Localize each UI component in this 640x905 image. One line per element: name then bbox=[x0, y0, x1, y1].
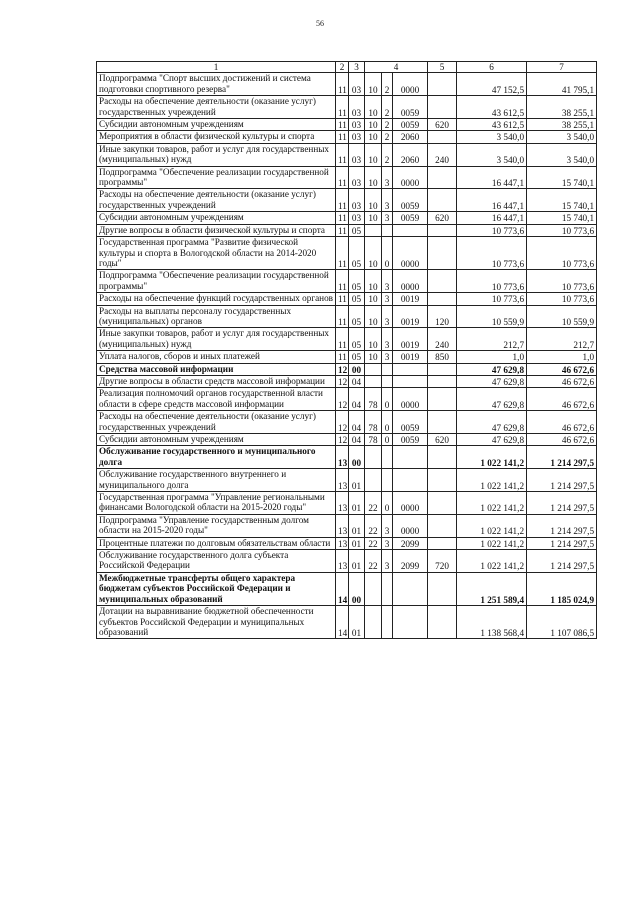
expense-type-cell: 620 bbox=[428, 434, 457, 446]
section-code-cell: 13 bbox=[336, 514, 349, 537]
amount-col6-cell: 1 022 141,2 bbox=[457, 469, 527, 492]
direction-code-cell: 0059 bbox=[393, 189, 428, 212]
subsection-code-cell: 04 bbox=[349, 375, 365, 387]
program-code-cell: 10 bbox=[365, 143, 382, 166]
amount-col7-cell: 46 672,6 bbox=[527, 388, 597, 411]
direction-code-cell: 0019 bbox=[393, 305, 428, 328]
amount-col7-cell: 1 214 297,5 bbox=[527, 492, 597, 515]
row-name-cell: Подпрограмма "Управление государственным долгом области на 2015-2020 годы" bbox=[97, 514, 336, 537]
section-code-cell: 13 bbox=[336, 446, 349, 469]
expense-type-cell bbox=[428, 96, 457, 119]
subsection-code-cell: 03 bbox=[349, 96, 365, 119]
amount-col7-cell: 10 773,6 bbox=[527, 237, 597, 270]
section-code-cell: 12 bbox=[336, 434, 349, 446]
subprogram-code-cell bbox=[382, 363, 393, 375]
program-code-cell bbox=[365, 363, 382, 375]
subprogram-code-cell: 2 bbox=[382, 131, 393, 143]
amount-col6-cell: 10 773,6 bbox=[457, 224, 527, 236]
program-code-cell: 22 bbox=[365, 514, 382, 537]
table-row bbox=[97, 388, 597, 411]
subprogram-code-cell bbox=[382, 375, 393, 387]
table-row bbox=[97, 328, 597, 351]
program-code-cell: 10 bbox=[365, 237, 382, 270]
amount-col7-cell: 41 795,1 bbox=[527, 73, 597, 96]
amount-col7-cell: 3 540,0 bbox=[527, 131, 597, 143]
amount-col6-cell: 43 612,5 bbox=[457, 119, 527, 131]
subsection-code-cell: 01 bbox=[349, 606, 365, 639]
section-code-cell: 14 bbox=[336, 606, 349, 639]
row-name-cell: Другие вопросы в области физической культуры и спорта bbox=[97, 224, 336, 236]
table-row bbox=[97, 189, 597, 212]
subprogram-code-cell: 0 bbox=[382, 434, 393, 446]
table-row bbox=[97, 96, 597, 119]
amount-col6-cell: 47 629,8 bbox=[457, 363, 527, 375]
row-name-cell: Субсидии автономным учреждениям bbox=[97, 212, 336, 224]
header-cell-1: 1 bbox=[97, 62, 336, 73]
amount-col6-cell: 10 773,6 bbox=[457, 270, 527, 293]
subprogram-code-cell: 3 bbox=[382, 305, 393, 328]
row-name-cell: Расходы на выплаты персоналу государственных (муниципальных) органов bbox=[97, 305, 336, 328]
program-code-cell: 10 bbox=[365, 73, 382, 96]
row-name-cell: Реализация полномочий органов государственной власти области в сфере средств массовой информации bbox=[97, 388, 336, 411]
subsection-code-cell: 03 bbox=[349, 212, 365, 224]
amount-col7-cell: 1 214 297,5 bbox=[527, 537, 597, 549]
amount-col6-cell: 10 773,6 bbox=[457, 293, 527, 305]
expense-type-cell: 620 bbox=[428, 119, 457, 131]
direction-code-cell: 0000 bbox=[393, 492, 428, 515]
direction-code-cell: 2060 bbox=[393, 131, 428, 143]
subsection-code-cell: 01 bbox=[349, 492, 365, 515]
subprogram-code-cell: 3 bbox=[382, 550, 393, 573]
section-code-cell: 12 bbox=[336, 411, 349, 434]
subsection-code-cell: 00 bbox=[349, 572, 365, 605]
expense-type-cell bbox=[428, 293, 457, 305]
expense-type-cell bbox=[428, 270, 457, 293]
program-code-cell: 10 bbox=[365, 351, 382, 363]
subsection-code-cell: 03 bbox=[349, 131, 365, 143]
subprogram-code-cell bbox=[382, 606, 393, 639]
section-code-cell: 11 bbox=[336, 212, 349, 224]
section-code-cell: 13 bbox=[336, 469, 349, 492]
direction-code-cell: 0000 bbox=[393, 514, 428, 537]
table-row bbox=[97, 411, 597, 434]
expense-type-cell bbox=[428, 388, 457, 411]
subsection-code-cell: 04 bbox=[349, 411, 365, 434]
subprogram-code-cell: 2 bbox=[382, 73, 393, 96]
amount-col7-cell: 1 214 297,5 bbox=[527, 446, 597, 469]
subsection-code-cell: 05 bbox=[349, 305, 365, 328]
subprogram-code-cell bbox=[382, 446, 393, 469]
header-cell-7: 7 bbox=[527, 62, 597, 73]
section-code-cell: 12 bbox=[336, 375, 349, 387]
table-row bbox=[97, 119, 597, 131]
subsection-code-cell: 03 bbox=[349, 189, 365, 212]
section-code-cell: 11 bbox=[336, 131, 349, 143]
direction-code-cell: 0059 bbox=[393, 411, 428, 434]
row-name-cell: Государственная программа "Развитие физической культуры и спорта в Вологодской области на 2014-2020 годы" bbox=[97, 237, 336, 270]
subprogram-code-cell: 0 bbox=[382, 237, 393, 270]
table-row bbox=[97, 131, 597, 143]
row-name-cell: Подпрограмма "Обеспечение реализации государственной программы" bbox=[97, 166, 336, 189]
subprogram-code-cell bbox=[382, 469, 393, 492]
expense-type-cell bbox=[428, 189, 457, 212]
section-code-cell: 11 bbox=[336, 270, 349, 293]
subsection-code-cell: 00 bbox=[349, 446, 365, 469]
table-row bbox=[97, 270, 597, 293]
amount-col7-cell: 38 255,1 bbox=[527, 119, 597, 131]
expense-type-cell bbox=[428, 492, 457, 515]
section-code-cell: 11 bbox=[336, 305, 349, 328]
subsection-code-cell: 01 bbox=[349, 550, 365, 573]
amount-col7-cell: 1 214 297,5 bbox=[527, 514, 597, 537]
subprogram-code-cell: 2 bbox=[382, 96, 393, 119]
direction-code-cell: 0059 bbox=[393, 96, 428, 119]
amount-col6-cell: 3 540,0 bbox=[457, 131, 527, 143]
program-code-cell bbox=[365, 375, 382, 387]
subprogram-code-cell: 3 bbox=[382, 270, 393, 293]
table-row bbox=[97, 434, 597, 446]
amount-col6-cell: 1 022 141,2 bbox=[457, 446, 527, 469]
amount-col6-cell: 43 612,5 bbox=[457, 96, 527, 119]
expense-type-cell bbox=[428, 411, 457, 434]
section-code-cell: 11 bbox=[336, 328, 349, 351]
subprogram-code-cell: 3 bbox=[382, 293, 393, 305]
row-name-cell: Уплата налогов, сборов и иных платежей bbox=[97, 351, 336, 363]
subprogram-code-cell: 2 bbox=[382, 143, 393, 166]
subsection-code-cell: 05 bbox=[349, 224, 365, 236]
amount-col7-cell: 46 672,6 bbox=[527, 375, 597, 387]
subprogram-code-cell: 3 bbox=[382, 514, 393, 537]
row-name-cell: Субсидии автономным учреждениям bbox=[97, 434, 336, 446]
amount-col6-cell: 47 629,8 bbox=[457, 411, 527, 434]
row-name-cell: Процентные платежи по долговым обязательствам области bbox=[97, 537, 336, 549]
section-code-cell: 11 bbox=[336, 119, 349, 131]
program-code-cell: 78 bbox=[365, 411, 382, 434]
section-code-cell: 11 bbox=[336, 237, 349, 270]
amount-col7-cell: 15 740,1 bbox=[527, 212, 597, 224]
subsection-code-cell: 05 bbox=[349, 293, 365, 305]
program-code-cell: 22 bbox=[365, 537, 382, 549]
expense-type-cell bbox=[428, 166, 457, 189]
amount-col6-cell: 10 559,9 bbox=[457, 305, 527, 328]
table-row bbox=[97, 375, 597, 387]
subprogram-code-cell: 3 bbox=[382, 537, 393, 549]
amount-col6-cell: 47 629,8 bbox=[457, 388, 527, 411]
subprogram-code-cell: 0 bbox=[382, 411, 393, 434]
section-code-cell: 11 bbox=[336, 189, 349, 212]
subsection-code-cell: 03 bbox=[349, 166, 365, 189]
amount-col6-cell: 1 022 141,2 bbox=[457, 550, 527, 573]
direction-code-cell: 0019 bbox=[393, 293, 428, 305]
program-code-cell: 78 bbox=[365, 388, 382, 411]
amount-col7-cell: 15 740,1 bbox=[527, 189, 597, 212]
row-name-cell: Обслуживание государственного и муниципального долга bbox=[97, 446, 336, 469]
table-row bbox=[97, 143, 597, 166]
direction-code-cell: 0019 bbox=[393, 351, 428, 363]
expense-type-cell: 720 bbox=[428, 550, 457, 573]
direction-code-cell: 2060 bbox=[393, 143, 428, 166]
subprogram-code-cell: 0 bbox=[382, 492, 393, 515]
direction-code-cell: 0000 bbox=[393, 166, 428, 189]
table-row bbox=[97, 166, 597, 189]
table-row bbox=[97, 237, 597, 270]
direction-code-cell: 2099 bbox=[393, 550, 428, 573]
amount-col7-cell: 10 773,6 bbox=[527, 224, 597, 236]
header-row bbox=[97, 62, 597, 73]
expense-type-cell bbox=[428, 375, 457, 387]
table-row bbox=[97, 305, 597, 328]
section-code-cell: 11 bbox=[336, 351, 349, 363]
program-code-cell: 10 bbox=[365, 131, 382, 143]
subsection-code-cell: 03 bbox=[349, 119, 365, 131]
header-cell-2: 2 bbox=[336, 62, 349, 73]
amount-col6-cell: 212,7 bbox=[457, 328, 527, 351]
header-cell-4: 4 bbox=[365, 62, 428, 73]
amount-col7-cell: 1 185 024,9 bbox=[527, 572, 597, 605]
expense-type-cell: 240 bbox=[428, 143, 457, 166]
subsection-code-cell: 01 bbox=[349, 469, 365, 492]
program-code-cell bbox=[365, 446, 382, 469]
row-name-cell: Средства массовой информации bbox=[97, 363, 336, 375]
expense-type-cell bbox=[428, 446, 457, 469]
expense-type-cell bbox=[428, 363, 457, 375]
amount-col7-cell: 1 214 297,5 bbox=[527, 550, 597, 573]
amount-col7-cell: 46 672,6 bbox=[527, 411, 597, 434]
row-name-cell: Подпрограмма "Спорт высших достижений и система подготовки спортивного резерва" bbox=[97, 73, 336, 96]
row-name-cell: Другие вопросы в области средств массовой информации bbox=[97, 375, 336, 387]
amount-col6-cell: 1 022 141,2 bbox=[457, 537, 527, 549]
amount-col7-cell: 10 559,9 bbox=[527, 305, 597, 328]
direction-code-cell: 0000 bbox=[393, 237, 428, 270]
direction-code-cell bbox=[393, 446, 428, 469]
table-row bbox=[97, 492, 597, 515]
section-code-cell: 13 bbox=[336, 550, 349, 573]
subsection-code-cell: 05 bbox=[349, 270, 365, 293]
program-code-cell: 10 bbox=[365, 293, 382, 305]
table-row bbox=[97, 212, 597, 224]
subsection-code-cell: 00 bbox=[349, 363, 365, 375]
direction-code-cell bbox=[393, 375, 428, 387]
expense-type-cell: 240 bbox=[428, 328, 457, 351]
section-code-cell: 11 bbox=[336, 143, 349, 166]
row-name-cell: Иные закупки товаров, работ и услуг для государственных (муниципальных) нужд bbox=[97, 143, 336, 166]
subprogram-code-cell: 3 bbox=[382, 351, 393, 363]
subprogram-code-cell: 0 bbox=[382, 388, 393, 411]
program-code-cell: 10 bbox=[365, 270, 382, 293]
subsection-code-cell: 05 bbox=[349, 351, 365, 363]
subsection-code-cell: 04 bbox=[349, 434, 365, 446]
row-name-cell: Государственная программа "Управление региональными финансами Вологодской области на 2015-2020 годы" bbox=[97, 492, 336, 515]
amount-col6-cell: 1 138 568,4 bbox=[457, 606, 527, 639]
table-row bbox=[97, 293, 597, 305]
program-code-cell bbox=[365, 469, 382, 492]
amount-col6-cell: 3 540,0 bbox=[457, 143, 527, 166]
subprogram-code-cell: 3 bbox=[382, 212, 393, 224]
amount-col7-cell: 1,0 bbox=[527, 351, 597, 363]
expense-type-cell: 620 bbox=[428, 212, 457, 224]
direction-code-cell: 0000 bbox=[393, 73, 428, 96]
amount-col6-cell: 16 447,1 bbox=[457, 212, 527, 224]
table-row bbox=[97, 606, 597, 639]
amount-col6-cell: 16 447,1 bbox=[457, 166, 527, 189]
expense-type-cell bbox=[428, 572, 457, 605]
amount-col6-cell: 1 022 141,2 bbox=[457, 492, 527, 515]
row-name-cell: Расходы на обеспечение деятельности (оказание услуг) государственных учреждений bbox=[97, 96, 336, 119]
table-row bbox=[97, 550, 597, 573]
row-name-cell: Субсидии автономным учреждениям bbox=[97, 119, 336, 131]
subsection-code-cell: 05 bbox=[349, 328, 365, 351]
amount-col6-cell: 47 629,8 bbox=[457, 375, 527, 387]
budget-table bbox=[96, 61, 597, 639]
header-cell-5: 5 bbox=[428, 62, 457, 73]
direction-code-cell bbox=[393, 224, 428, 236]
program-code-cell: 10 bbox=[365, 189, 382, 212]
program-code-cell bbox=[365, 224, 382, 236]
section-code-cell: 11 bbox=[336, 73, 349, 96]
row-name-cell: Подпрограмма "Обеспечение реализации государственной программы" bbox=[97, 270, 336, 293]
expense-type-cell: 850 bbox=[428, 351, 457, 363]
direction-code-cell: 0000 bbox=[393, 388, 428, 411]
amount-col7-cell: 1 107 086,5 bbox=[527, 606, 597, 639]
direction-code-cell: 0019 bbox=[393, 328, 428, 351]
direction-code-cell bbox=[393, 469, 428, 492]
program-code-cell bbox=[365, 606, 382, 639]
section-code-cell: 13 bbox=[336, 537, 349, 549]
row-name-cell: Расходы на обеспечение деятельности (оказание услуг) государственных учреждений bbox=[97, 189, 336, 212]
table-row bbox=[97, 224, 597, 236]
amount-col7-cell: 3 540,0 bbox=[527, 143, 597, 166]
program-code-cell: 10 bbox=[365, 119, 382, 131]
page-number: 56 bbox=[316, 19, 324, 28]
table-body bbox=[97, 73, 597, 639]
table-row bbox=[97, 73, 597, 96]
row-name-cell: Мероприятия в области физической культуры и спорта bbox=[97, 131, 336, 143]
program-code-cell: 10 bbox=[365, 166, 382, 189]
row-name-cell: Иные закупки товаров, работ и услуг для государственных (муниципальных) нужд bbox=[97, 328, 336, 351]
section-code-cell: 12 bbox=[336, 388, 349, 411]
direction-code-cell: 2099 bbox=[393, 537, 428, 549]
table-row bbox=[97, 514, 597, 537]
subprogram-code-cell bbox=[382, 572, 393, 605]
subprogram-code-cell: 3 bbox=[382, 328, 393, 351]
table-row bbox=[97, 351, 597, 363]
row-name-cell: Обслуживание государственного внутреннего и муниципального долга bbox=[97, 469, 336, 492]
direction-code-cell bbox=[393, 606, 428, 639]
program-code-cell: 78 bbox=[365, 434, 382, 446]
section-code-cell: 14 bbox=[336, 572, 349, 605]
subsection-code-cell: 03 bbox=[349, 73, 365, 96]
header-cell-6: 6 bbox=[457, 62, 527, 73]
expense-type-cell bbox=[428, 537, 457, 549]
amount-col7-cell: 1 214 297,5 bbox=[527, 469, 597, 492]
amount-col7-cell: 46 672,6 bbox=[527, 434, 597, 446]
direction-code-cell bbox=[393, 572, 428, 605]
amount-col6-cell: 47 152,5 bbox=[457, 73, 527, 96]
table-row bbox=[97, 363, 597, 375]
expense-type-cell bbox=[428, 469, 457, 492]
section-code-cell: 13 bbox=[336, 492, 349, 515]
row-name-cell: Межбюджетные трансферты общего характера бюджетам субъектов Российской Федерации и муниципальных образований bbox=[97, 572, 336, 605]
expense-type-cell: 120 bbox=[428, 305, 457, 328]
amount-col6-cell: 1,0 bbox=[457, 351, 527, 363]
subprogram-code-cell: 3 bbox=[382, 189, 393, 212]
expense-type-cell bbox=[428, 131, 457, 143]
amount-col7-cell: 15 740,1 bbox=[527, 166, 597, 189]
header-cell-3: 3 bbox=[349, 62, 365, 73]
subprogram-code-cell: 3 bbox=[382, 166, 393, 189]
section-code-cell: 11 bbox=[336, 293, 349, 305]
expense-type-cell bbox=[428, 606, 457, 639]
program-code-cell: 10 bbox=[365, 328, 382, 351]
row-name-cell: Расходы на обеспечение функций государственных органов bbox=[97, 293, 336, 305]
section-code-cell: 12 bbox=[336, 363, 349, 375]
table-row bbox=[97, 446, 597, 469]
section-code-cell: 11 bbox=[336, 166, 349, 189]
amount-col6-cell: 10 773,6 bbox=[457, 237, 527, 270]
subsection-code-cell: 04 bbox=[349, 388, 365, 411]
amount-col6-cell: 1 251 589,4 bbox=[457, 572, 527, 605]
expense-type-cell bbox=[428, 514, 457, 537]
direction-code-cell: 0000 bbox=[393, 270, 428, 293]
row-name-cell: Расходы на обеспечение деятельности (оказание услуг) государственных учреждений bbox=[97, 411, 336, 434]
subsection-code-cell: 01 bbox=[349, 514, 365, 537]
table-row bbox=[97, 572, 597, 605]
amount-col6-cell: 16 447,1 bbox=[457, 189, 527, 212]
subprogram-code-cell: 2 bbox=[382, 119, 393, 131]
table-row bbox=[97, 469, 597, 492]
program-code-cell: 10 bbox=[365, 305, 382, 328]
amount-col6-cell: 47 629,8 bbox=[457, 434, 527, 446]
program-code-cell: 22 bbox=[365, 550, 382, 573]
direction-code-cell: 0059 bbox=[393, 434, 428, 446]
expense-type-cell bbox=[428, 224, 457, 236]
subsection-code-cell: 01 bbox=[349, 537, 365, 549]
amount-col6-cell: 1 022 141,2 bbox=[457, 514, 527, 537]
amount-col7-cell: 38 255,1 bbox=[527, 96, 597, 119]
row-name-cell: Обслуживание государственного долга субъекта Российской Федерации bbox=[97, 550, 336, 573]
subsection-code-cell: 05 bbox=[349, 237, 365, 270]
amount-col7-cell: 212,7 bbox=[527, 328, 597, 351]
section-code-cell: 11 bbox=[336, 96, 349, 119]
program-code-cell bbox=[365, 572, 382, 605]
amount-col7-cell: 10 773,6 bbox=[527, 270, 597, 293]
program-code-cell: 22 bbox=[365, 492, 382, 515]
expense-type-cell bbox=[428, 73, 457, 96]
row-name-cell: Дотации на выравнивание бюджетной обеспеченности субъектов Российской Федерации и муниципальных образований bbox=[97, 606, 336, 639]
direction-code-cell: 0059 bbox=[393, 119, 428, 131]
subprogram-code-cell bbox=[382, 224, 393, 236]
subsection-code-cell: 03 bbox=[349, 143, 365, 166]
direction-code-cell: 0059 bbox=[393, 212, 428, 224]
expense-type-cell bbox=[428, 237, 457, 270]
program-code-cell: 10 bbox=[365, 212, 382, 224]
amount-col7-cell: 10 773,6 bbox=[527, 293, 597, 305]
section-code-cell: 11 bbox=[336, 224, 349, 236]
amount-col7-cell: 46 672,6 bbox=[527, 363, 597, 375]
program-code-cell: 10 bbox=[365, 96, 382, 119]
table-row bbox=[97, 537, 597, 549]
direction-code-cell bbox=[393, 363, 428, 375]
